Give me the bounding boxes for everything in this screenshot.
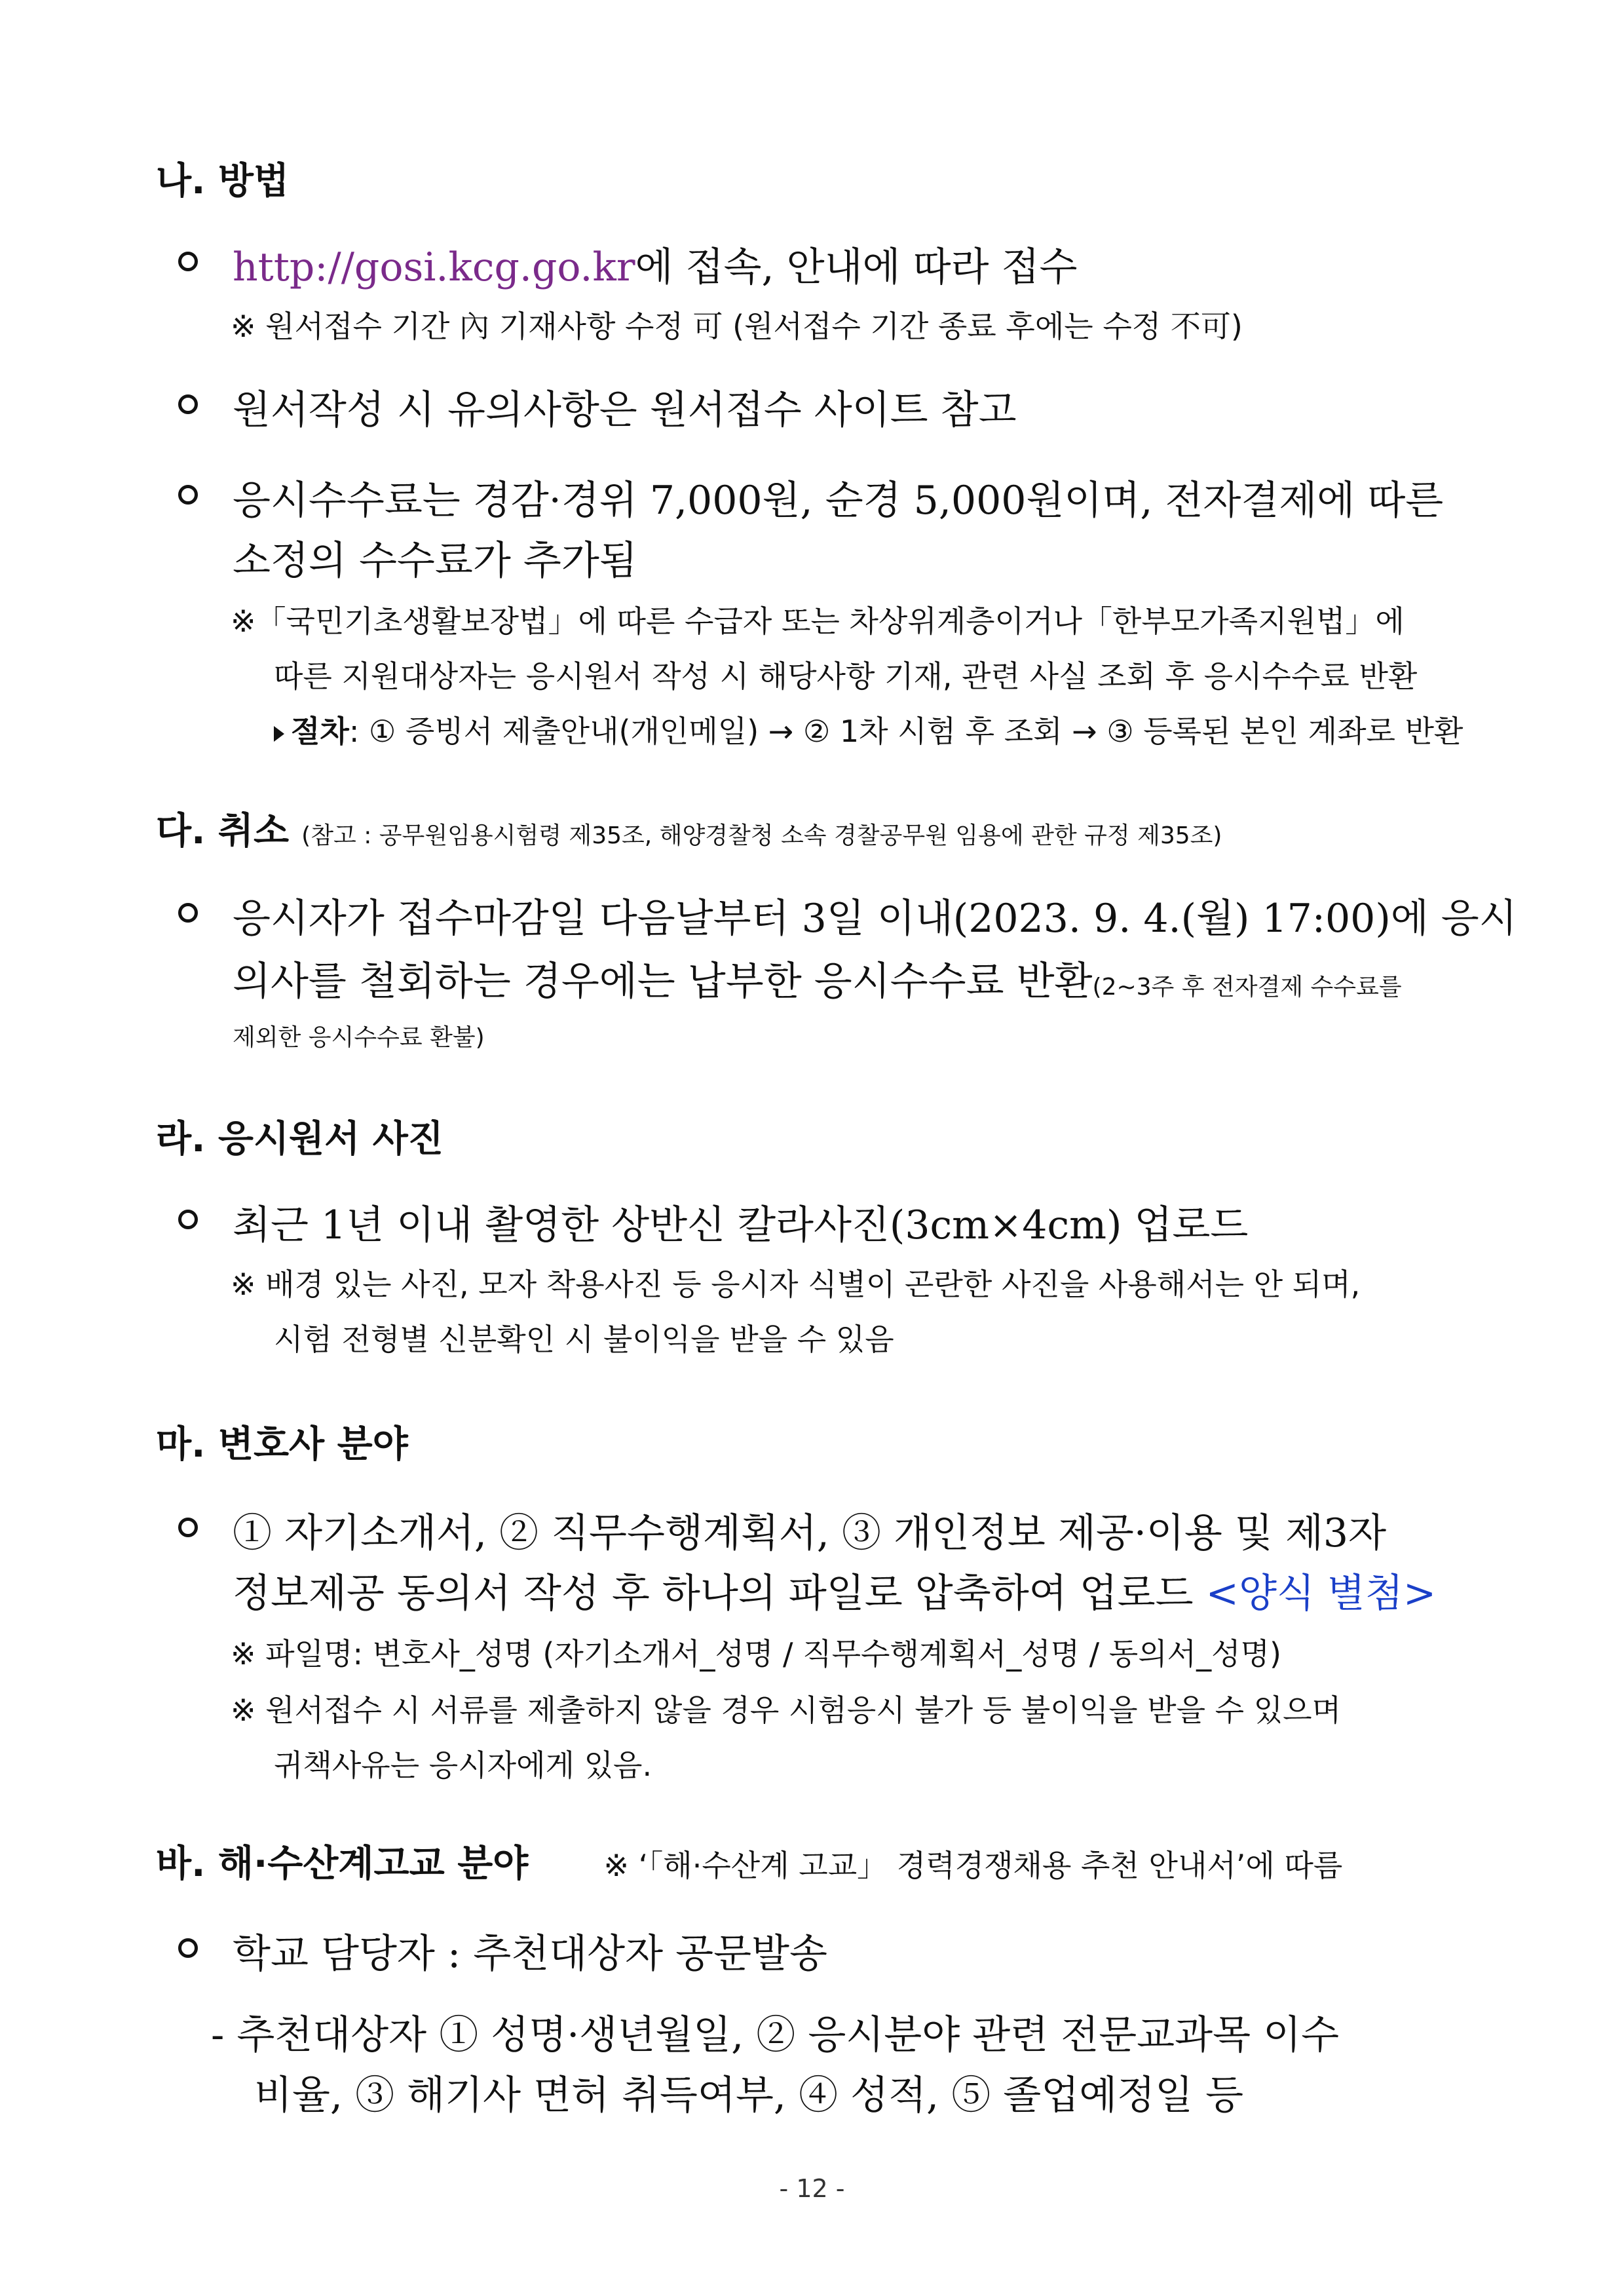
bullet-circle-icon xyxy=(178,485,198,505)
lawyer-item-line2 xyxy=(233,1562,1436,1618)
section-cancel xyxy=(156,802,1222,854)
method-item-3-line1: 응시수수료는 경감·경위 7,000원, 순경 5,000원이며, 전자결제에 따른 xyxy=(233,478,1444,524)
lawyer-note-2-line2: 귀책사유는 응시자에게 있음. xyxy=(274,1748,652,1783)
cancel-reference-note: (참고 : 공무원임용시험령 제35조, 해양경찰청 소속 경찰공무원 임용에 관한 규정 제35조) xyxy=(301,822,1222,849)
method-note-1: ※ 원서접수 기간 內 기재사항 수정 可 (원서접수 기간 종료 후에는 수정 不可) xyxy=(231,309,1243,344)
section-heading-marine-school: 바. 해·수산계고교 분야 xyxy=(156,1843,529,1885)
bullet-circle-icon xyxy=(178,1210,198,1229)
method-note-2-line1: ※「국민기초생활보장법」에 따른 수급자 또는 차상위계층이거나「한부모가족지원법」에 xyxy=(231,603,1405,639)
marine-dash-item-line1: - 추천대상자 ① 성명·생년월일, ② 응시분야 관련 전문교과목 이수 xyxy=(211,2012,1340,2058)
gosi-link[interactable]: http://gosi.kcg.go.kr xyxy=(233,244,635,290)
procedure-text: : ① 증빙서 제출안내(개인메일) → ② 1차 시험 후 조회 → ③ 등록된 본인 계좌로 반환 xyxy=(349,714,1463,749)
page-number: - 12 - xyxy=(779,2174,845,2203)
bullet-circle-icon xyxy=(178,903,198,923)
section-marine-school xyxy=(156,1835,1342,1887)
photo-note-line2: 시험 전형별 신분확인 시 불이익을 받을 수 있음 xyxy=(274,1322,894,1357)
marine-dash-item-line2: 비율, ③ 해기사 면허 취득여부, ④ 성적, ⑤ 졸업예정일 등 xyxy=(254,2073,1244,2118)
bullet-circle-icon xyxy=(178,1938,198,1958)
cancel-item-line1: 응시자가 접수마감일 다음날부터 3일 이내(2023. 9. 4.(월) 17:00)에 응시 xyxy=(233,896,1517,942)
triangle-marker-icon xyxy=(274,726,284,742)
photo-note-line1: ※ 배경 있는 사진, 모자 착용사진 등 응시자 식별이 곤란한 사진을 사용해서는 안 되며, xyxy=(231,1267,1361,1302)
method-item-3-line2: 소정의 수수료가 추가됨 xyxy=(233,538,637,584)
cancel-item-line2 xyxy=(233,950,1402,1006)
section-heading-cancel: 다. 취소 xyxy=(156,810,290,852)
lawyer-item-line1: ① 자기소개서, ② 직무수행계획서, ③ 개인정보 제공·이용 및 제3자 xyxy=(233,1510,1387,1556)
cancel-item-line2-main: 의사를 철회하는 경우에는 납부한 응시수수료 반환 xyxy=(233,959,1093,1004)
marine-item-1: 학교 담당자 : 추천대상자 공문발송 xyxy=(233,1931,827,1977)
method-item-2: 원서작성 시 유의사항은 원서접수 사이트 참고 xyxy=(233,387,1017,433)
section-heading-method: 나. 방법 xyxy=(156,160,290,202)
bullet-circle-icon xyxy=(178,252,198,271)
photo-item-1: 최근 1년 이내 촬영한 상반신 칼라사진(3cm×4cm) 업로드 xyxy=(233,1202,1249,1248)
bullet-circle-icon xyxy=(178,394,198,414)
attached-form-link[interactable]: <양식 별첨> xyxy=(1205,1571,1437,1617)
bullet-circle-icon xyxy=(178,1518,198,1537)
lawyer-note-1: ※ 파일명: 변호사_성명 (자기소개서_성명 / 직무수행계획서_성명 / 동의서_성명) xyxy=(231,1636,1281,1672)
method-item-1-text: 에 접속, 안내에 따라 접수 xyxy=(635,244,1078,290)
cancel-item-line2-small: (2~3주 후 전자결제 수수료를 xyxy=(1092,974,1402,1001)
lawyer-item-line2-text: 정보제공 동의서 작성 후 하나의 파일로 압축하여 업로드 xyxy=(233,1571,1194,1617)
section-heading-lawyer: 마. 변호사 분야 xyxy=(156,1423,408,1466)
method-note-2-line2: 따른 지원대상자는 응시원서 작성 시 해당사항 기재, 관련 사실 조회 후 응시수수료 반환 xyxy=(274,659,1418,694)
method-item-1 xyxy=(233,236,1078,292)
section-heading-photo: 라. 응시원서 사진 xyxy=(156,1118,444,1160)
procedure-label: 절차 xyxy=(291,714,349,749)
marine-school-note: ※ ‘「해·수산계 고교」 경력경쟁채용 추천 안내서’에 따름 xyxy=(603,1848,1343,1883)
lawyer-note-2-line1: ※ 원서접수 시 서류를 제출하지 않을 경우 시험응시 불가 등 불이익을 받을 수 있으며 xyxy=(231,1693,1342,1728)
method-note-2-line3 xyxy=(274,708,1463,751)
cancel-item-line3: 제외한 응시수수료 환불) xyxy=(233,1024,485,1051)
